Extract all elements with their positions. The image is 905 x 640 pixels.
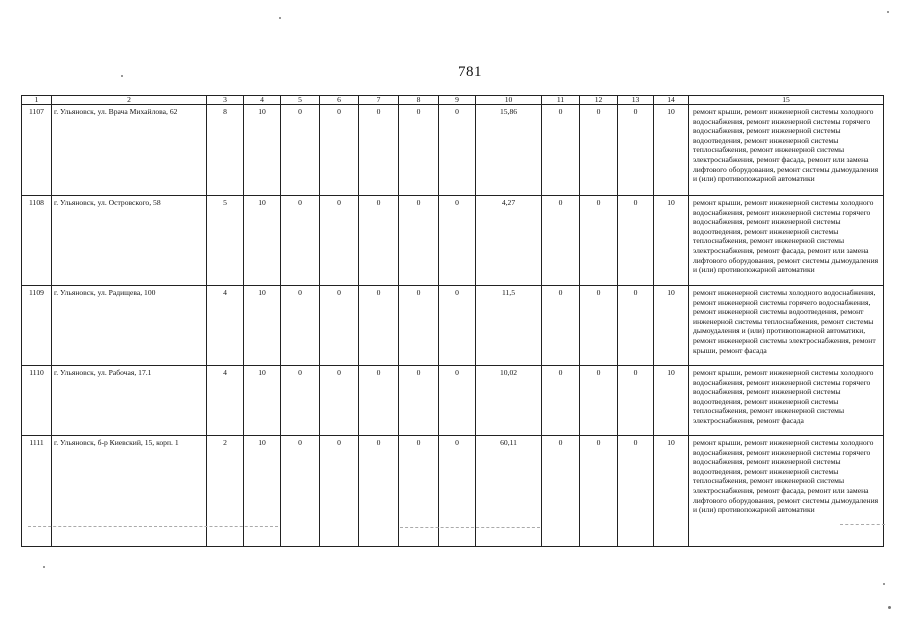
column-header: 9 — [439, 96, 476, 105]
value-cell: 0 — [399, 436, 439, 547]
value-cell: 0 — [320, 286, 359, 366]
value-cell: 5 — [207, 196, 244, 286]
value-cell: 0 — [320, 366, 359, 436]
column-header: 2 — [52, 96, 207, 105]
value-cell: 0 — [618, 286, 654, 366]
value-cell: 0 — [580, 286, 618, 366]
value-cell: 0 — [542, 286, 580, 366]
value-cell: 0 — [618, 436, 654, 547]
table-row — [22, 286, 884, 366]
value-cell: 10 — [244, 436, 281, 547]
value-cell: 0 — [399, 196, 439, 286]
column-header: 11 — [542, 96, 580, 105]
value-cell: 0 — [281, 436, 320, 547]
scan-dash-line — [28, 526, 278, 527]
column-header: 12 — [580, 96, 618, 105]
value-cell: 0 — [439, 105, 476, 196]
value-cell: 10 — [654, 436, 689, 547]
value-cell: 8 — [207, 105, 244, 196]
value-cell: 4 — [207, 286, 244, 366]
row-number: 1108 — [22, 196, 52, 286]
table-row — [22, 105, 884, 196]
row-number: 1109 — [22, 286, 52, 366]
column-header: 10 — [476, 96, 542, 105]
column-header: 8 — [399, 96, 439, 105]
address-cell: г. Ульяновск, ул. Врача Михайлова, 62 — [52, 105, 207, 196]
address-cell: г. Ульяновск, б-р Киевский, 15, корп. 1 — [52, 436, 207, 547]
table-row — [22, 196, 884, 286]
scan-speck — [121, 75, 123, 77]
value-cell: 4,27 — [476, 196, 542, 286]
value-cell: 0 — [359, 286, 399, 366]
value-cell: 0 — [439, 286, 476, 366]
value-cell: 0 — [542, 196, 580, 286]
value-cell: 10 — [244, 366, 281, 436]
works-list-cell: ремонт инженерной системы холодного водоснабжения, ремонт инженерной системы горячего водоснабжения, ремонт инженерной системы водоотведения, ремонт инженерной системы теплоснабжения, ремонт системы дымоудаления и (или) противопожарной автоматики, ремонт инженерной системы электроснабжения, ремонт крыши, ремонт фасада — [689, 286, 884, 366]
address-cell: г. Ульяновск, ул. Рабочая, 17.1 — [52, 366, 207, 436]
works-list-cell: ремонт крыши, ремонт инженерной системы холодного водоснабжения, ремонт инженерной системы горячего водоснабжения, ремонт инженерной системы водоотведения, ремонт инженерной системы теплоснабжения, ремонт инженерной системы электроснабжения, ремонт фасада — [689, 366, 884, 436]
column-header: 5 — [281, 96, 320, 105]
value-cell: 0 — [359, 366, 399, 436]
table-row — [22, 366, 884, 436]
value-cell: 11,5 — [476, 286, 542, 366]
row-number: 1110 — [22, 366, 52, 436]
value-cell: 0 — [580, 436, 618, 547]
value-cell: 0 — [580, 366, 618, 436]
value-cell: 0 — [618, 366, 654, 436]
value-cell: 10 — [244, 105, 281, 196]
column-header: 1 — [22, 96, 52, 105]
value-cell: 0 — [439, 436, 476, 547]
works-list-cell: ремонт крыши, ремонт инженерной системы холодного водоснабжения, ремонт инженерной системы горячего водоснабжения, ремонт инженерной системы водоотведения, ремонт инженерной системы теплоснабжения, ремонт инженерной системы электроснабжения, ремонт фасада, ремонт или замена лифтового оборудования, ремонт системы дымоудаления и (или) противопожарной автоматики — [689, 105, 884, 196]
value-cell: 0 — [281, 366, 320, 436]
value-cell: 0 — [399, 286, 439, 366]
row-number: 1111 — [22, 436, 52, 547]
repair-register-table — [21, 95, 884, 547]
address-cell: г. Ульяновск, ул. Радищева, 100 — [52, 286, 207, 366]
value-cell: 0 — [618, 105, 654, 196]
column-header: 7 — [359, 96, 399, 105]
value-cell: 0 — [281, 286, 320, 366]
value-cell: 0 — [618, 196, 654, 286]
scan-speck — [883, 583, 885, 585]
value-cell: 0 — [320, 105, 359, 196]
value-cell: 0 — [281, 196, 320, 286]
row-number: 1107 — [22, 105, 52, 196]
scan-dash-line — [840, 524, 885, 525]
value-cell: 0 — [580, 196, 618, 286]
value-cell: 4 — [207, 366, 244, 436]
column-header: 3 — [207, 96, 244, 105]
column-header: 15 — [689, 96, 884, 105]
value-cell: 10 — [654, 366, 689, 436]
scan-speck — [43, 566, 45, 568]
page-number: 781 — [458, 64, 482, 80]
scan-speck — [279, 17, 281, 19]
works-list-cell: ремонт крыши, ремонт инженерной системы холодного водоснабжения, ремонт инженерной системы горячего водоснабжения, ремонт инженерной системы водоотведения, ремонт инженерной системы теплоснабжения, ремонт инженерной системы электроснабжения, ремонт фасада, ремонт или замена лифтового оборудования, ремонт системы дымоудаления и (или) противопожарной автоматики — [689, 196, 884, 286]
value-cell: 0 — [399, 105, 439, 196]
column-header: 4 — [244, 96, 281, 105]
scan-dash-line — [400, 527, 540, 528]
value-cell: 0 — [359, 105, 399, 196]
value-cell: 10 — [654, 196, 689, 286]
address-cell: г. Ульяновск, ул. Островского, 58 — [52, 196, 207, 286]
scan-speck — [888, 606, 891, 609]
column-header: 6 — [320, 96, 359, 105]
value-cell: 10,02 — [476, 366, 542, 436]
value-cell: 15,86 — [476, 105, 542, 196]
value-cell: 10 — [244, 286, 281, 366]
column-header: 14 — [654, 96, 689, 105]
value-cell: 0 — [399, 366, 439, 436]
value-cell: 0 — [439, 366, 476, 436]
value-cell: 0 — [542, 105, 580, 196]
value-cell: 0 — [281, 105, 320, 196]
value-cell: 10 — [244, 196, 281, 286]
value-cell: 0 — [320, 196, 359, 286]
value-cell: 0 — [359, 196, 399, 286]
table-row — [22, 436, 884, 547]
column-number-row — [22, 96, 884, 105]
value-cell: 0 — [542, 436, 580, 547]
works-list-cell: ремонт крыши, ремонт инженерной системы холодного водоснабжения, ремонт инженерной системы горячего водоснабжения, ремонт инженерной системы водоотведения, ремонт инженерной системы теплоснабжения, ремонт инженерной системы электроснабжения, ремонт фасада, ремонт или замена лифтового оборудования, ремонт системы дымоудаления и (или) противопожарной автоматики — [689, 436, 884, 547]
value-cell: 0 — [580, 105, 618, 196]
value-cell: 10 — [654, 105, 689, 196]
value-cell: 0 — [439, 196, 476, 286]
column-header: 13 — [618, 96, 654, 105]
value-cell: 60,11 — [476, 436, 542, 547]
value-cell: 0 — [542, 366, 580, 436]
value-cell: 0 — [359, 436, 399, 547]
value-cell: 10 — [654, 286, 689, 366]
value-cell: 2 — [207, 436, 244, 547]
scan-speck — [887, 11, 889, 13]
value-cell: 0 — [320, 436, 359, 547]
